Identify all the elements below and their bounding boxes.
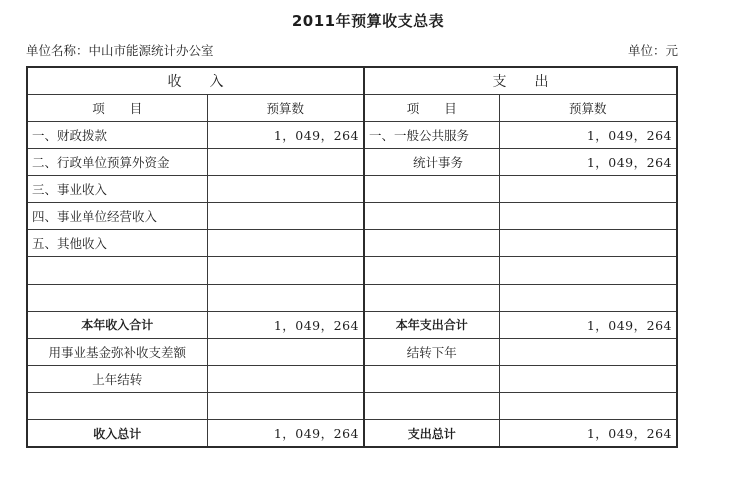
expense-total-amount: 1，049，264 [499, 420, 677, 447]
expense-item [364, 230, 499, 257]
income-total-label: 收入总计 [27, 420, 207, 447]
income-amount [207, 366, 364, 393]
income-item [27, 393, 207, 420]
table-row [27, 148, 677, 175]
expense-item: 结转下年 [364, 338, 499, 365]
expense-item: 统计事务 [364, 148, 499, 175]
expense-amount [499, 203, 677, 230]
expense-subtotal-label: 本年支出合计 [364, 311, 499, 338]
table-row [27, 203, 677, 230]
income-amount [207, 393, 364, 420]
budget-table [26, 66, 678, 448]
income-item: 四、事业单位经营收入 [27, 203, 207, 230]
table-row [27, 393, 677, 420]
income-budget-header: 预算数 [207, 94, 364, 121]
table-row [27, 230, 677, 257]
income-amount [207, 203, 364, 230]
table-row [27, 366, 677, 393]
expense-subtotal-amount: 1，049，264 [499, 311, 677, 338]
income-item: 五、其他收入 [27, 230, 207, 257]
expense-item [364, 176, 499, 203]
table-row [27, 284, 677, 311]
income-amount [207, 176, 364, 203]
income-amount [207, 148, 364, 175]
expense-item [364, 366, 499, 393]
expense-amount [499, 230, 677, 257]
expense-item-header: 项 目 [364, 94, 499, 121]
expense-amount [499, 338, 677, 365]
expense-total-label: 支出总计 [364, 420, 499, 447]
expense-item [364, 393, 499, 420]
table-row [27, 176, 677, 203]
table-row [27, 121, 677, 148]
unit-name: 单位名称：中山市能源统计办公室 [26, 43, 214, 58]
income-amount [207, 257, 364, 284]
currency-unit: 单位：元 [627, 43, 678, 58]
income-item-header: 项 目 [27, 94, 207, 121]
income-item: 上年结转 [27, 366, 207, 393]
income-amount [207, 230, 364, 257]
income-amount [207, 338, 364, 365]
income-item: 三、事业收入 [27, 176, 207, 203]
expense-amount: 1，049，264 [499, 148, 677, 175]
income-item: 二、行政单位预算外资金 [27, 148, 207, 175]
expense-amount [499, 393, 677, 420]
income-amount [207, 284, 364, 311]
income-amount: 1，049，264 [207, 121, 364, 148]
expense-item [364, 257, 499, 284]
expense-amount [499, 176, 677, 203]
income-section-header: 收 入 [27, 67, 364, 94]
expense-amount [499, 284, 677, 311]
table-row [27, 338, 677, 365]
expense-amount [499, 366, 677, 393]
expense-item [364, 284, 499, 311]
income-item [27, 284, 207, 311]
document-title: 2011年预算收支总表 [291, 12, 445, 30]
income-subtotal-amount: 1，049，264 [207, 311, 364, 338]
expense-budget-header: 预算数 [499, 94, 677, 121]
expense-amount: 1，049，264 [499, 121, 677, 148]
table-row [27, 257, 677, 284]
expense-section-header: 支 出 [364, 67, 677, 94]
expense-item [364, 203, 499, 230]
income-item: 用事业基金弥补收支差额 [27, 338, 207, 365]
expense-item: 一、一般公共服务 [364, 121, 499, 148]
income-item: 一、财政拨款 [27, 121, 207, 148]
income-total-amount: 1，049，264 [207, 420, 364, 447]
table-row [27, 311, 677, 338]
section-header-row [27, 67, 677, 94]
income-item [27, 257, 207, 284]
table-row [27, 420, 677, 447]
expense-amount [499, 257, 677, 284]
income-subtotal-label: 本年收入合计 [27, 311, 207, 338]
column-header-row [27, 94, 677, 121]
